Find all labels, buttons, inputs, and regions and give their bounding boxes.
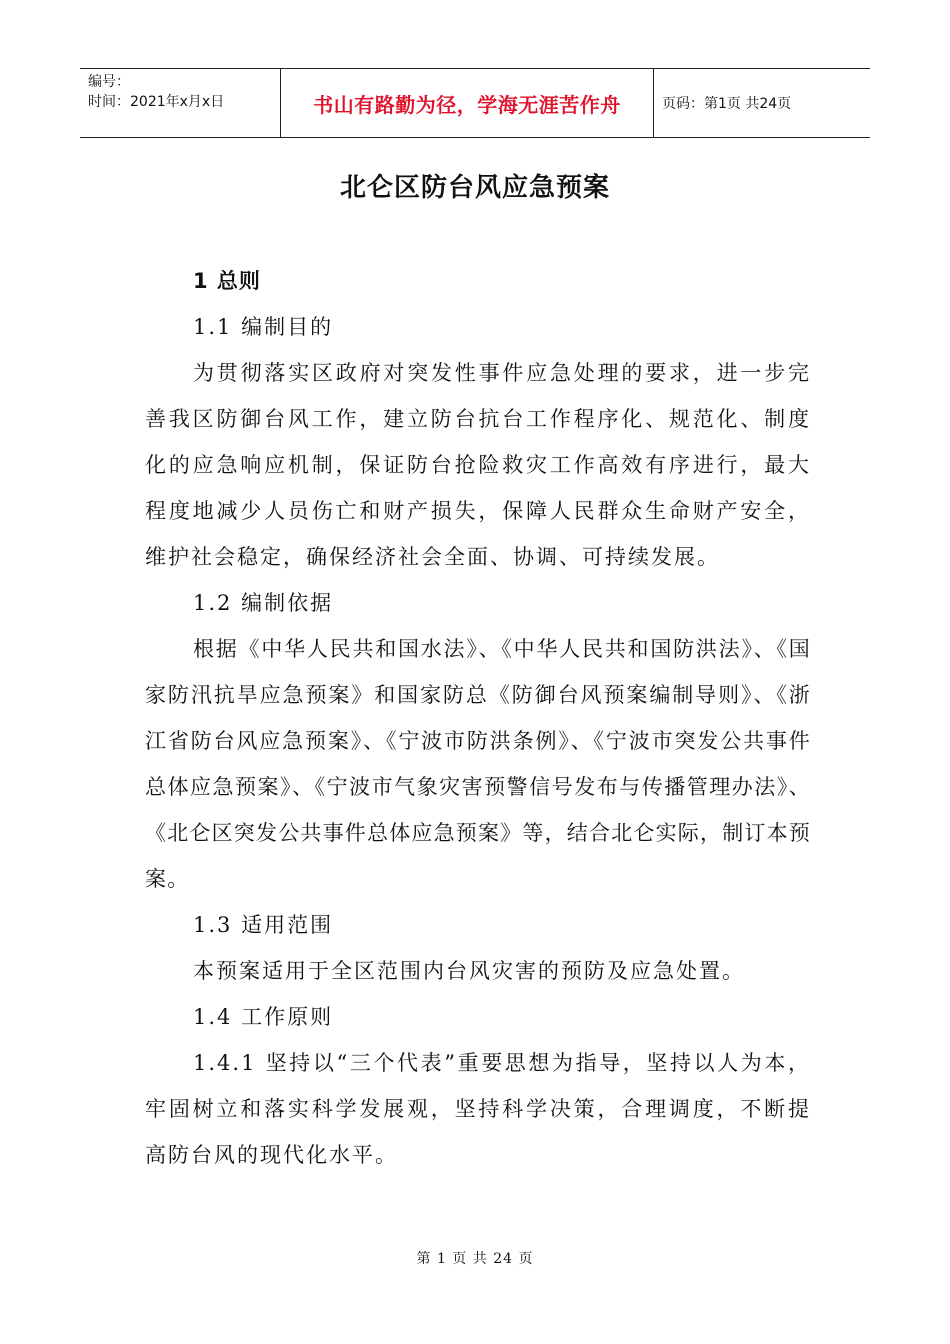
document-body [145, 258, 811, 1178]
subsection-heading-principles: 1.4 工作原则 [193, 1005, 334, 1029]
section-heading-general: 1 总则 [193, 269, 261, 293]
subsection-heading-purpose: 1.1 编制目的 [193, 315, 334, 339]
document-number-label: 编号： [88, 74, 130, 90]
paragraph-principle-1: 1.4.1 坚持以“三个代表”重要思想为指导，坚持以人为本，牢固树立和落实科学发展观，坚持科学决策，合理调度，不断提高防台风的现代化水平。 [145, 1051, 811, 1167]
header-meta-cell [80, 69, 280, 137]
paragraph-purpose: 为贯彻落实区政府对突发性事件应急处理的要求，进一步完善我区防御台风工作，建立防台抗台工作程序化、规范化、制度化的应急响应机制，保证防台抢险救灾工作高效有序进行，最大程度地减少人员伤亡和财产损失，保障人民群众生命财产安全，维护社会稳定，确保经济社会全面、协调、可持续发展。 [145, 361, 811, 569]
page-footer: 第 1 页 共 24 页 [416, 1251, 534, 1267]
document-time-label: 时间：2021年x月x日 [88, 94, 225, 110]
header-page-indicator: 页码：第1页 共24页 [662, 96, 792, 112]
paragraph-basis: 根据《中华人民共和国水法》、《中华人民共和国防洪法》、《国家防汛抗旱应急预案》和国家防总《防御台风预案编制导则》、《浙江省防台风应急预案》、《宁波市防洪条例》、《宁波市突发公共事件总体应急预案》、《宁波市气象灾害预警信号发布与传播管理办法》、《北仑区突发公共事件总体应急预案》等，结合北仑实际，制订本预案。 [145, 637, 811, 891]
subsection-heading-basis: 1.2 编制依据 [193, 591, 334, 615]
document-title: 北仑区防台风应急预案 [339, 173, 610, 203]
subsection-heading-scope: 1.3 适用范围 [193, 913, 334, 937]
paragraph-scope: 本预案适用于全区范围内台风灾害的预防及应急处置。 [193, 959, 745, 983]
header-motto: 书山有路勤为径，学海无涯苦作舟 [280, 69, 654, 137]
document-header [80, 68, 870, 138]
